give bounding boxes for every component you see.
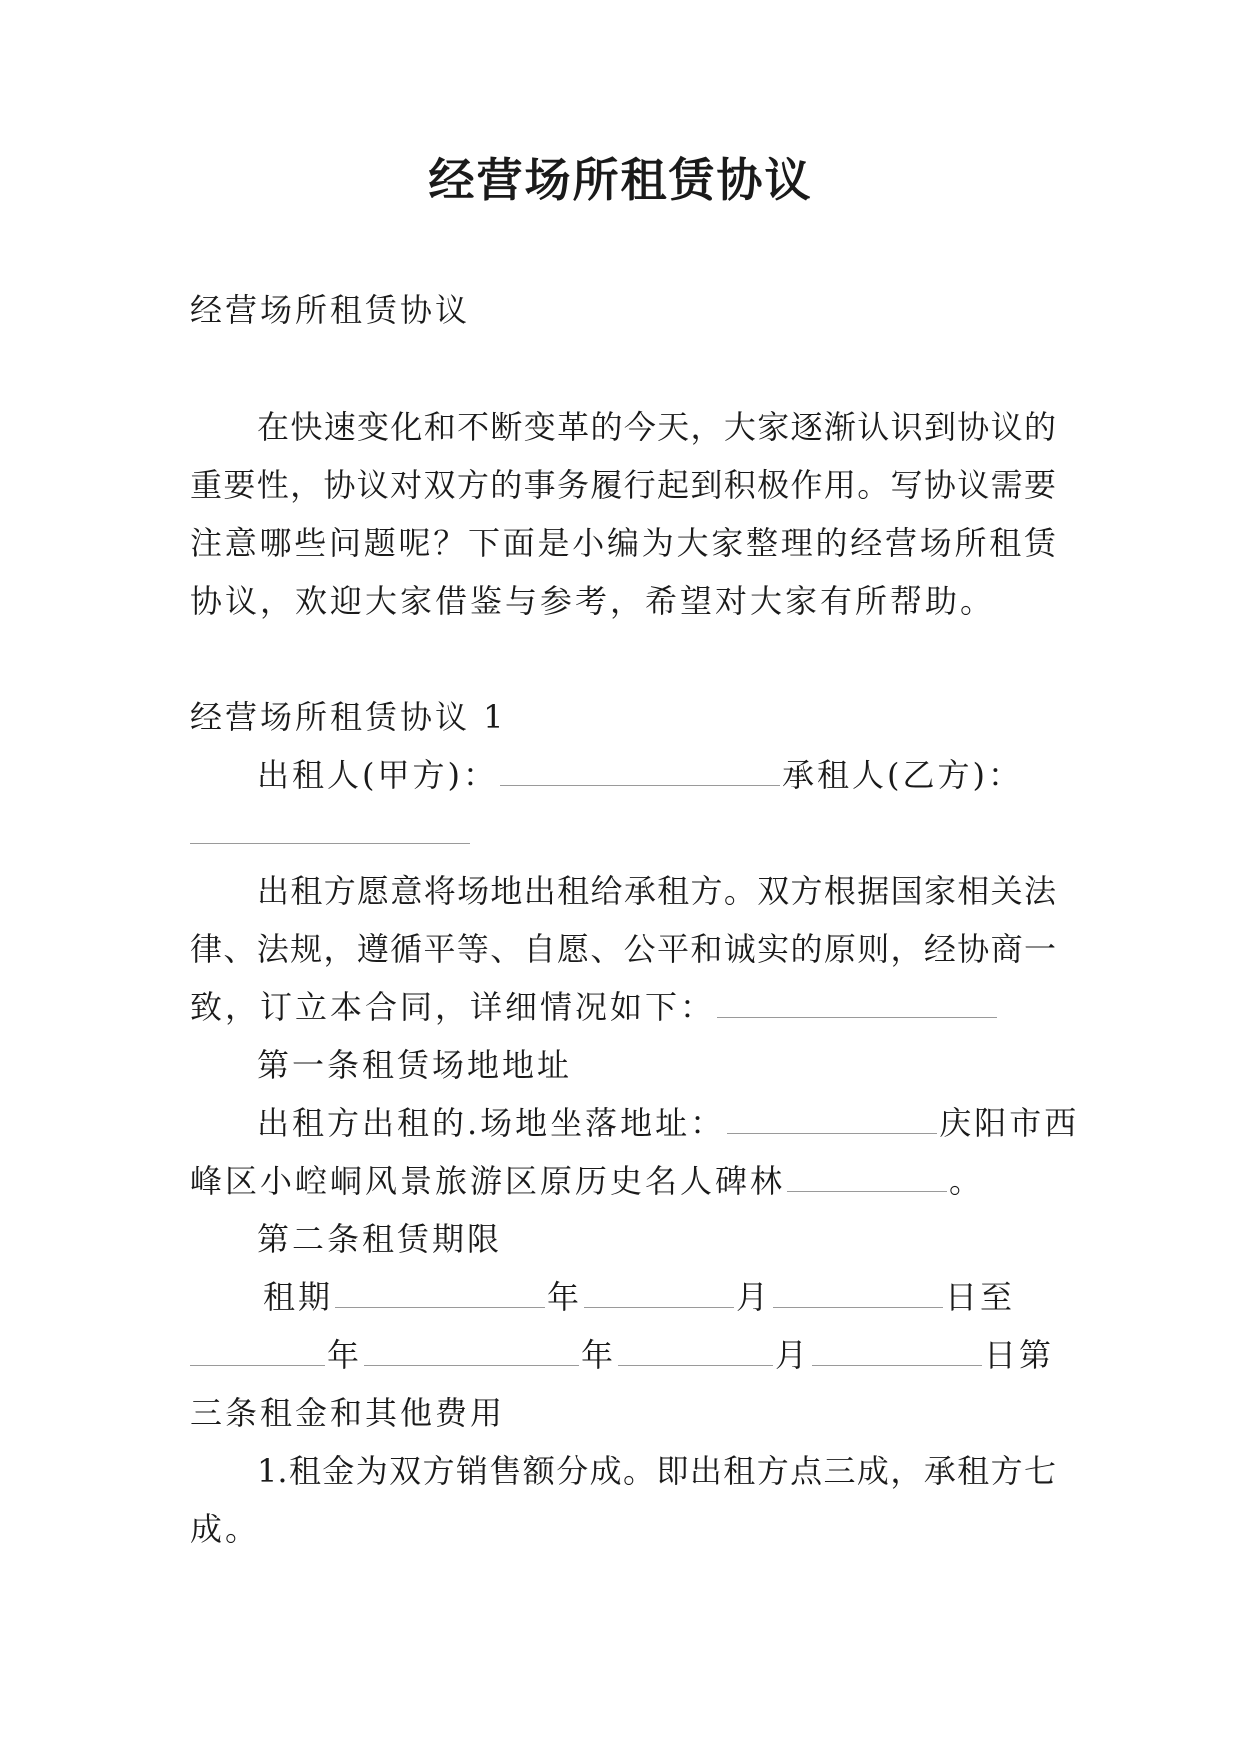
- details-blank[interactable]: [717, 989, 997, 1018]
- start-day-to-label: 日至: [945, 1278, 1016, 1316]
- article3-item1-line-2: 成。: [190, 1510, 261, 1548]
- preamble-line-2: 律、法规，遵循平等、自愿、公平和诚实的原则，经协商一: [190, 930, 1056, 968]
- article3-heading: 三条租金和其他费用: [190, 1394, 506, 1432]
- lessor-label: 出租人(甲方)：: [257, 756, 498, 794]
- section-heading: 经营场所租赁协议 1: [190, 698, 507, 736]
- intro-line-3: 注意哪些问题呢？下面是小编为大家整理的经营场所租赁: [190, 524, 1056, 562]
- intro-line-2: 重要性，协议对双方的事务履行起到积极作用。写协议需要: [190, 466, 1056, 504]
- start-month-blank[interactable]: [584, 1279, 734, 1308]
- end-year-label-2: 年: [581, 1336, 617, 1374]
- start-year-label: 年: [547, 1278, 583, 1316]
- parties-line: [257, 755, 1056, 795]
- address-suffix: 庆阳市西: [939, 1104, 1080, 1142]
- lessee-name-blank[interactable]: [190, 815, 470, 844]
- end-year-label-1: 年: [327, 1336, 363, 1374]
- address-blank-2[interactable]: [787, 1163, 947, 1192]
- article1-line-2: [190, 1161, 1056, 1201]
- intro-line-4: 协议，欢迎大家借鉴与参考，希望对大家有所帮助。: [190, 582, 996, 620]
- article2-term-line-1: [257, 1277, 1056, 1317]
- lessee-blank-line: [190, 813, 1056, 853]
- article1-line-1: [257, 1103, 1080, 1143]
- end-blank-lead[interactable]: [190, 1337, 325, 1366]
- article2-heading: 第二条租赁期限: [257, 1220, 503, 1258]
- end-month-label: 月: [775, 1336, 811, 1374]
- term-label: 租期: [263, 1278, 334, 1316]
- lessee-label: 承租人(乙方)：: [781, 756, 1023, 794]
- end-day-label: 日第: [984, 1336, 1055, 1374]
- preamble-line-3: [190, 987, 1056, 1027]
- address-end: 。: [949, 1162, 985, 1200]
- lessor-name-blank[interactable]: [500, 757, 780, 786]
- address-prefix: 出租方出租的.场地坐落地址：: [257, 1104, 726, 1142]
- start-day-blank[interactable]: [773, 1279, 943, 1308]
- article1-heading: 第一条租赁场地地址: [257, 1046, 573, 1084]
- preamble-line-1: 出租方愿意将场地出租给承租方。双方根据国家相关法: [257, 872, 1056, 910]
- document-title: 经营场所租赁协议: [428, 153, 813, 207]
- article3-item1-line-1: 1.租金为双方销售额分成。即出租方点三成，承租方七: [257, 1452, 1056, 1490]
- address-line-2-text: 峰区小崆峒风景旅游区原历史名人碑林: [190, 1162, 786, 1200]
- intro-line-1: 在快速变化和不断变革的今天，大家逐渐认识到协议的: [257, 408, 1056, 446]
- end-month-blank[interactable]: [618, 1337, 773, 1366]
- article2-term-line-2: [190, 1335, 1056, 1375]
- end-day-blank[interactable]: [812, 1337, 982, 1366]
- preamble-line-3-text: 致，订立本合同，详细情况如下：: [190, 988, 716, 1026]
- document-subtitle: 经营场所租赁协议: [190, 291, 471, 329]
- address-blank-1[interactable]: [727, 1105, 937, 1134]
- start-year-blank[interactable]: [335, 1279, 545, 1308]
- end-year-blank[interactable]: [364, 1337, 579, 1366]
- start-month-label: 月: [736, 1278, 772, 1316]
